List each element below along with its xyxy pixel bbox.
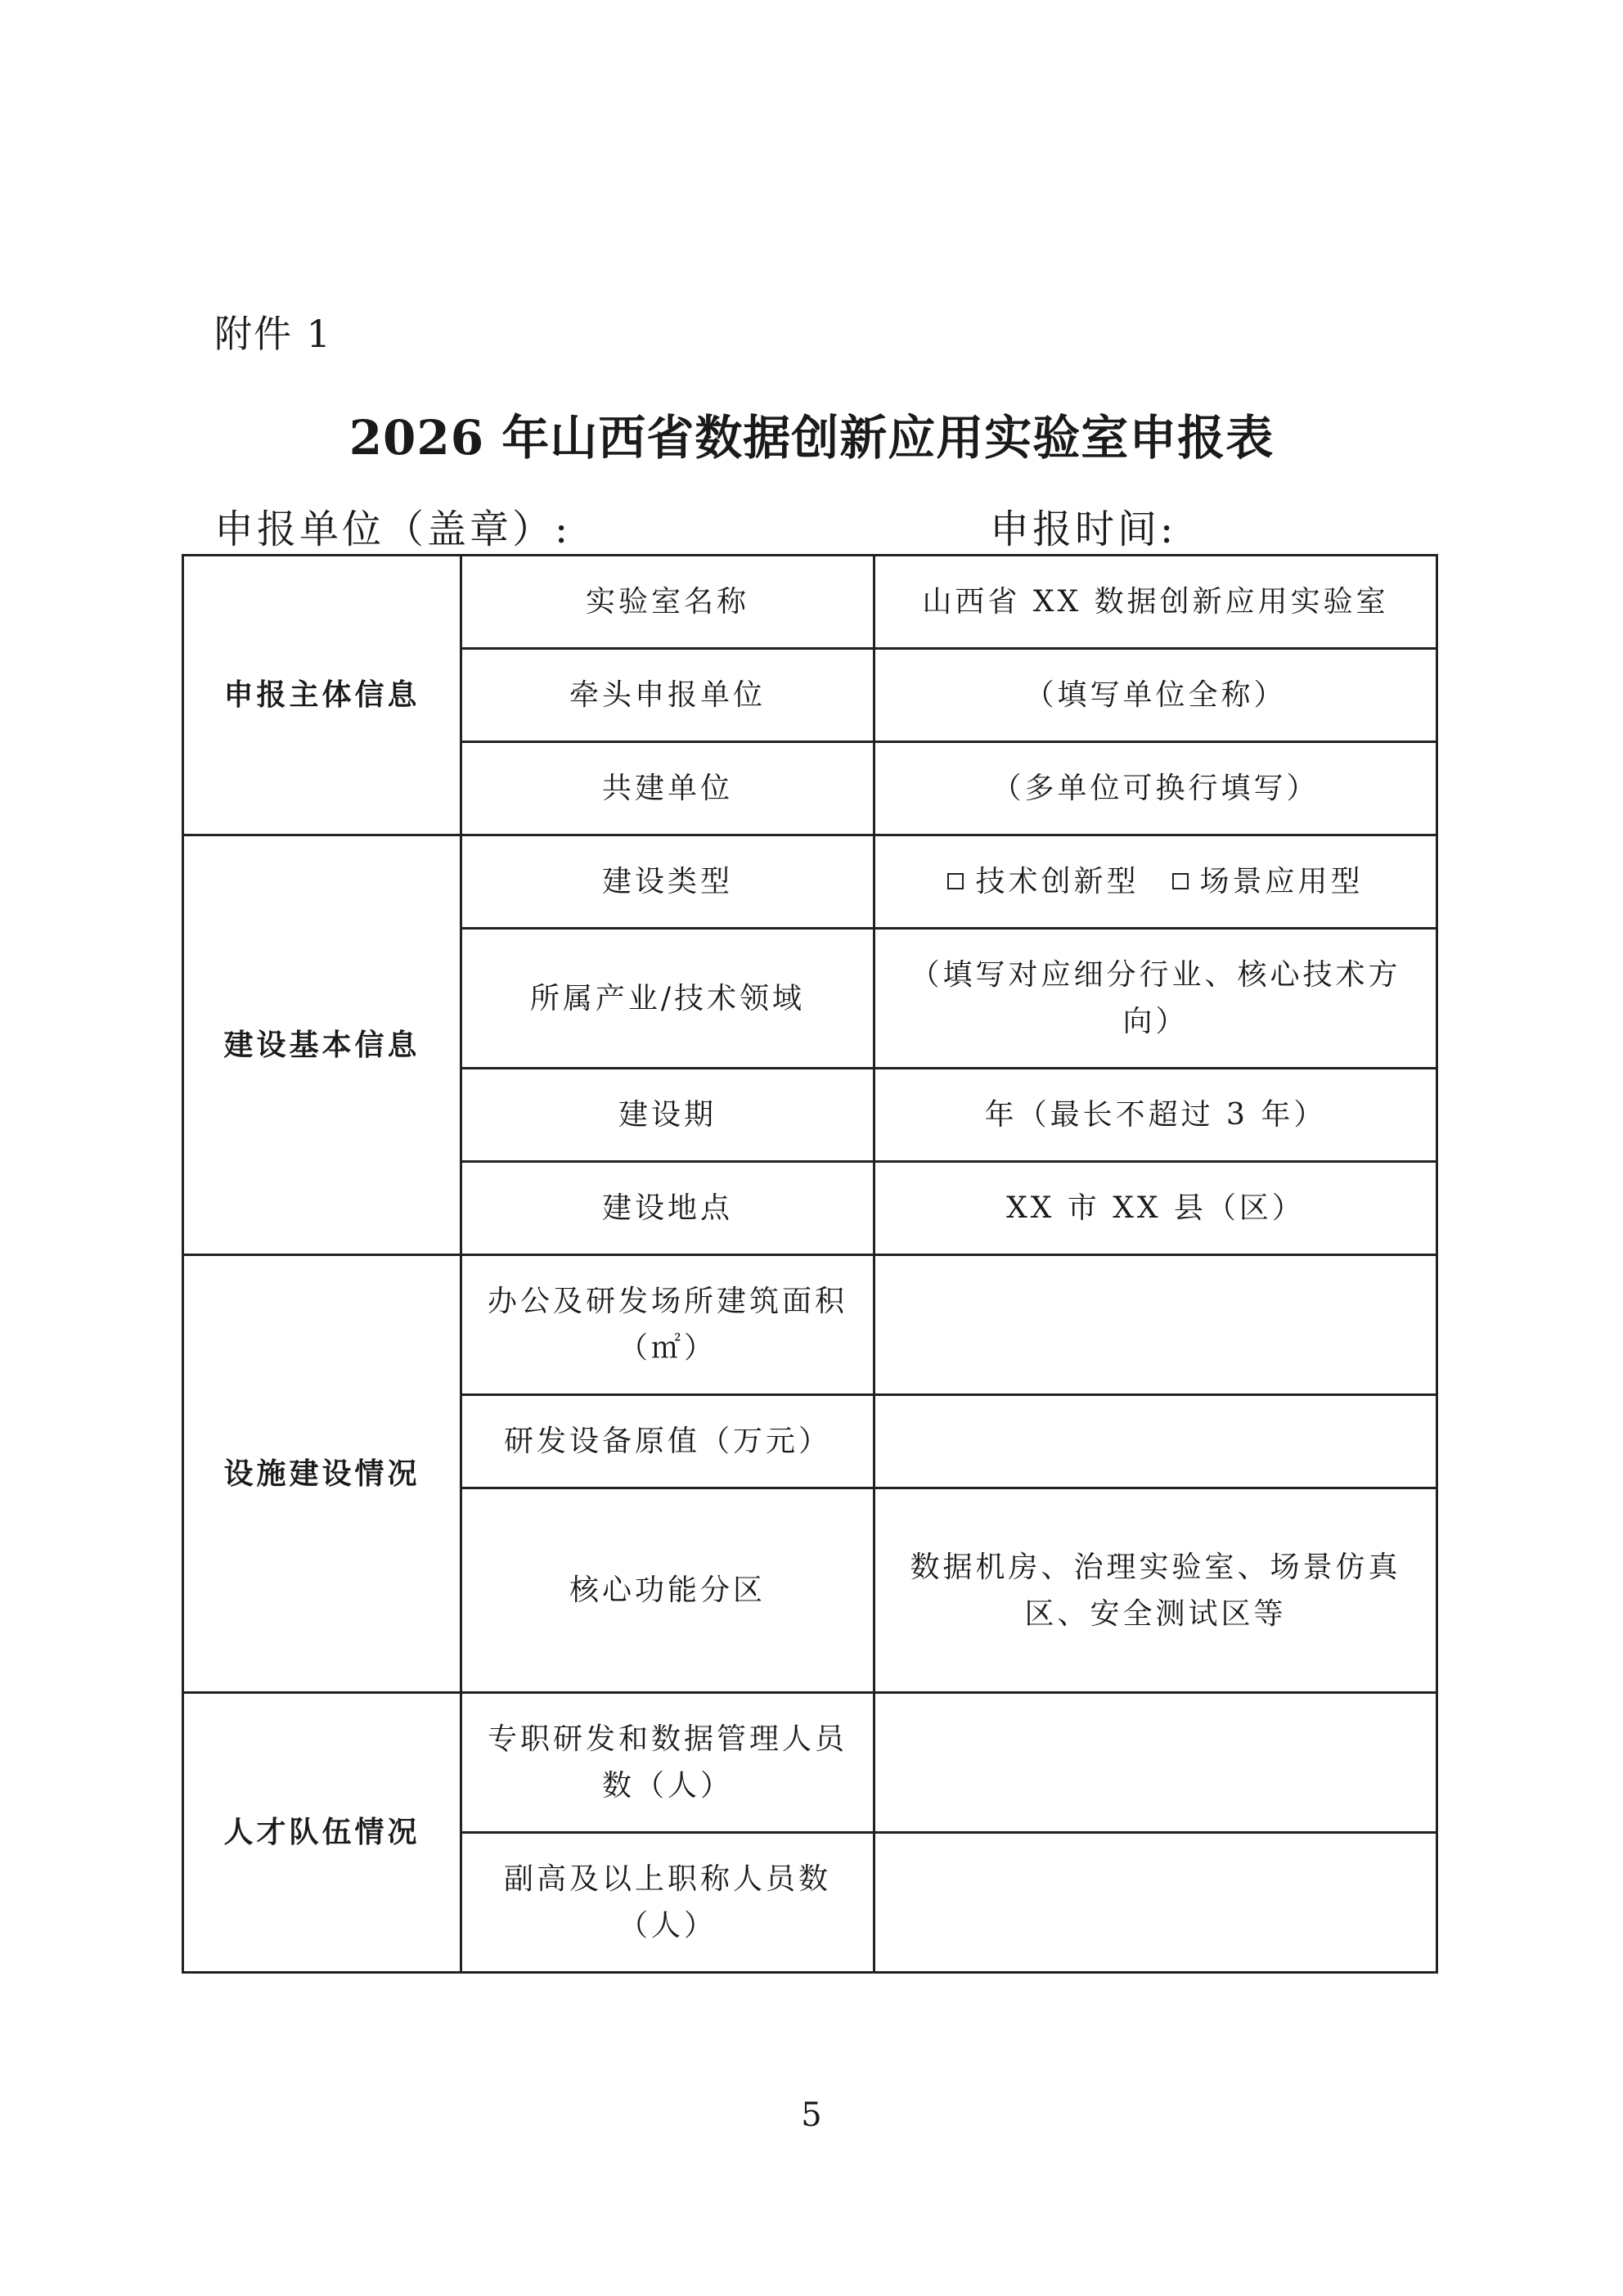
functional-zones-label: 核心功能分区 xyxy=(461,1488,874,1693)
lab-name-field[interactable]: 山西省 XX 数据创新应用实验室 xyxy=(874,556,1437,649)
applicant-unit-label: 申报单位（盖章）: xyxy=(214,506,572,552)
section-facilities: 设施建设情况 xyxy=(183,1255,461,1693)
construction-type-field xyxy=(874,835,1437,929)
scenario-application-checkbox[interactable] xyxy=(1172,873,1189,889)
construction-type-label: 建设类型 xyxy=(461,835,874,929)
senior-staff-field[interactable] xyxy=(874,1833,1437,1973)
application-form-table xyxy=(182,554,1438,1974)
building-area-label: 办公及研发场所建筑面积（㎡） xyxy=(461,1255,874,1395)
form-title: 2026 年山西省数据创新应用实验室申报表 xyxy=(348,410,1275,466)
construction-location-label: 建设地点 xyxy=(461,1162,874,1255)
industry-field-value[interactable]: （填写对应细分行业、核心技术方向） xyxy=(874,929,1437,1069)
tech-innovation-checkbox[interactable] xyxy=(947,873,964,889)
equipment-value-label: 研发设备原值（万元） xyxy=(461,1395,874,1488)
equipment-value-field[interactable] xyxy=(874,1395,1437,1488)
senior-staff-label: 副高及以上职称人员数（人） xyxy=(461,1833,874,1973)
lab-name-label: 实验室名称 xyxy=(461,556,874,649)
scenario-application-option: 场景应用型 xyxy=(1199,865,1364,898)
lead-unit-label: 牵头申报单位 xyxy=(461,649,874,742)
page-number: 5 xyxy=(801,2096,822,2134)
functional-zones-field[interactable]: 数据机房、治理实验室、场景仿真区、安全测试区等 xyxy=(874,1488,1437,1693)
tech-innovation-option: 技术创新型 xyxy=(975,865,1140,898)
section-basic-info: 建设基本信息 xyxy=(183,835,461,1255)
attachment-label: 附件 1 xyxy=(214,312,332,356)
section-applicant-info: 申报主体信息 xyxy=(183,556,461,835)
construction-period-label: 建设期 xyxy=(461,1069,874,1162)
application-time-label: 申报时间: xyxy=(990,506,1177,552)
co-units-label: 共建单位 xyxy=(461,742,874,835)
construction-period-field[interactable]: 年（最长不超过 3 年） xyxy=(874,1069,1437,1162)
section-talent: 人才队伍情况 xyxy=(183,1693,461,1973)
lead-unit-field[interactable]: （填写单位全称） xyxy=(874,649,1437,742)
building-area-field[interactable] xyxy=(874,1255,1437,1395)
co-units-field[interactable]: （多单位可换行填写） xyxy=(874,742,1437,835)
industry-field-label: 所属产业/技术领域 xyxy=(461,929,874,1069)
construction-location-field[interactable]: XX 市 XX 县（区） xyxy=(874,1162,1437,1255)
staff-count-label: 专职研发和数据管理人员数（人） xyxy=(461,1693,874,1833)
staff-count-field[interactable] xyxy=(874,1693,1437,1833)
